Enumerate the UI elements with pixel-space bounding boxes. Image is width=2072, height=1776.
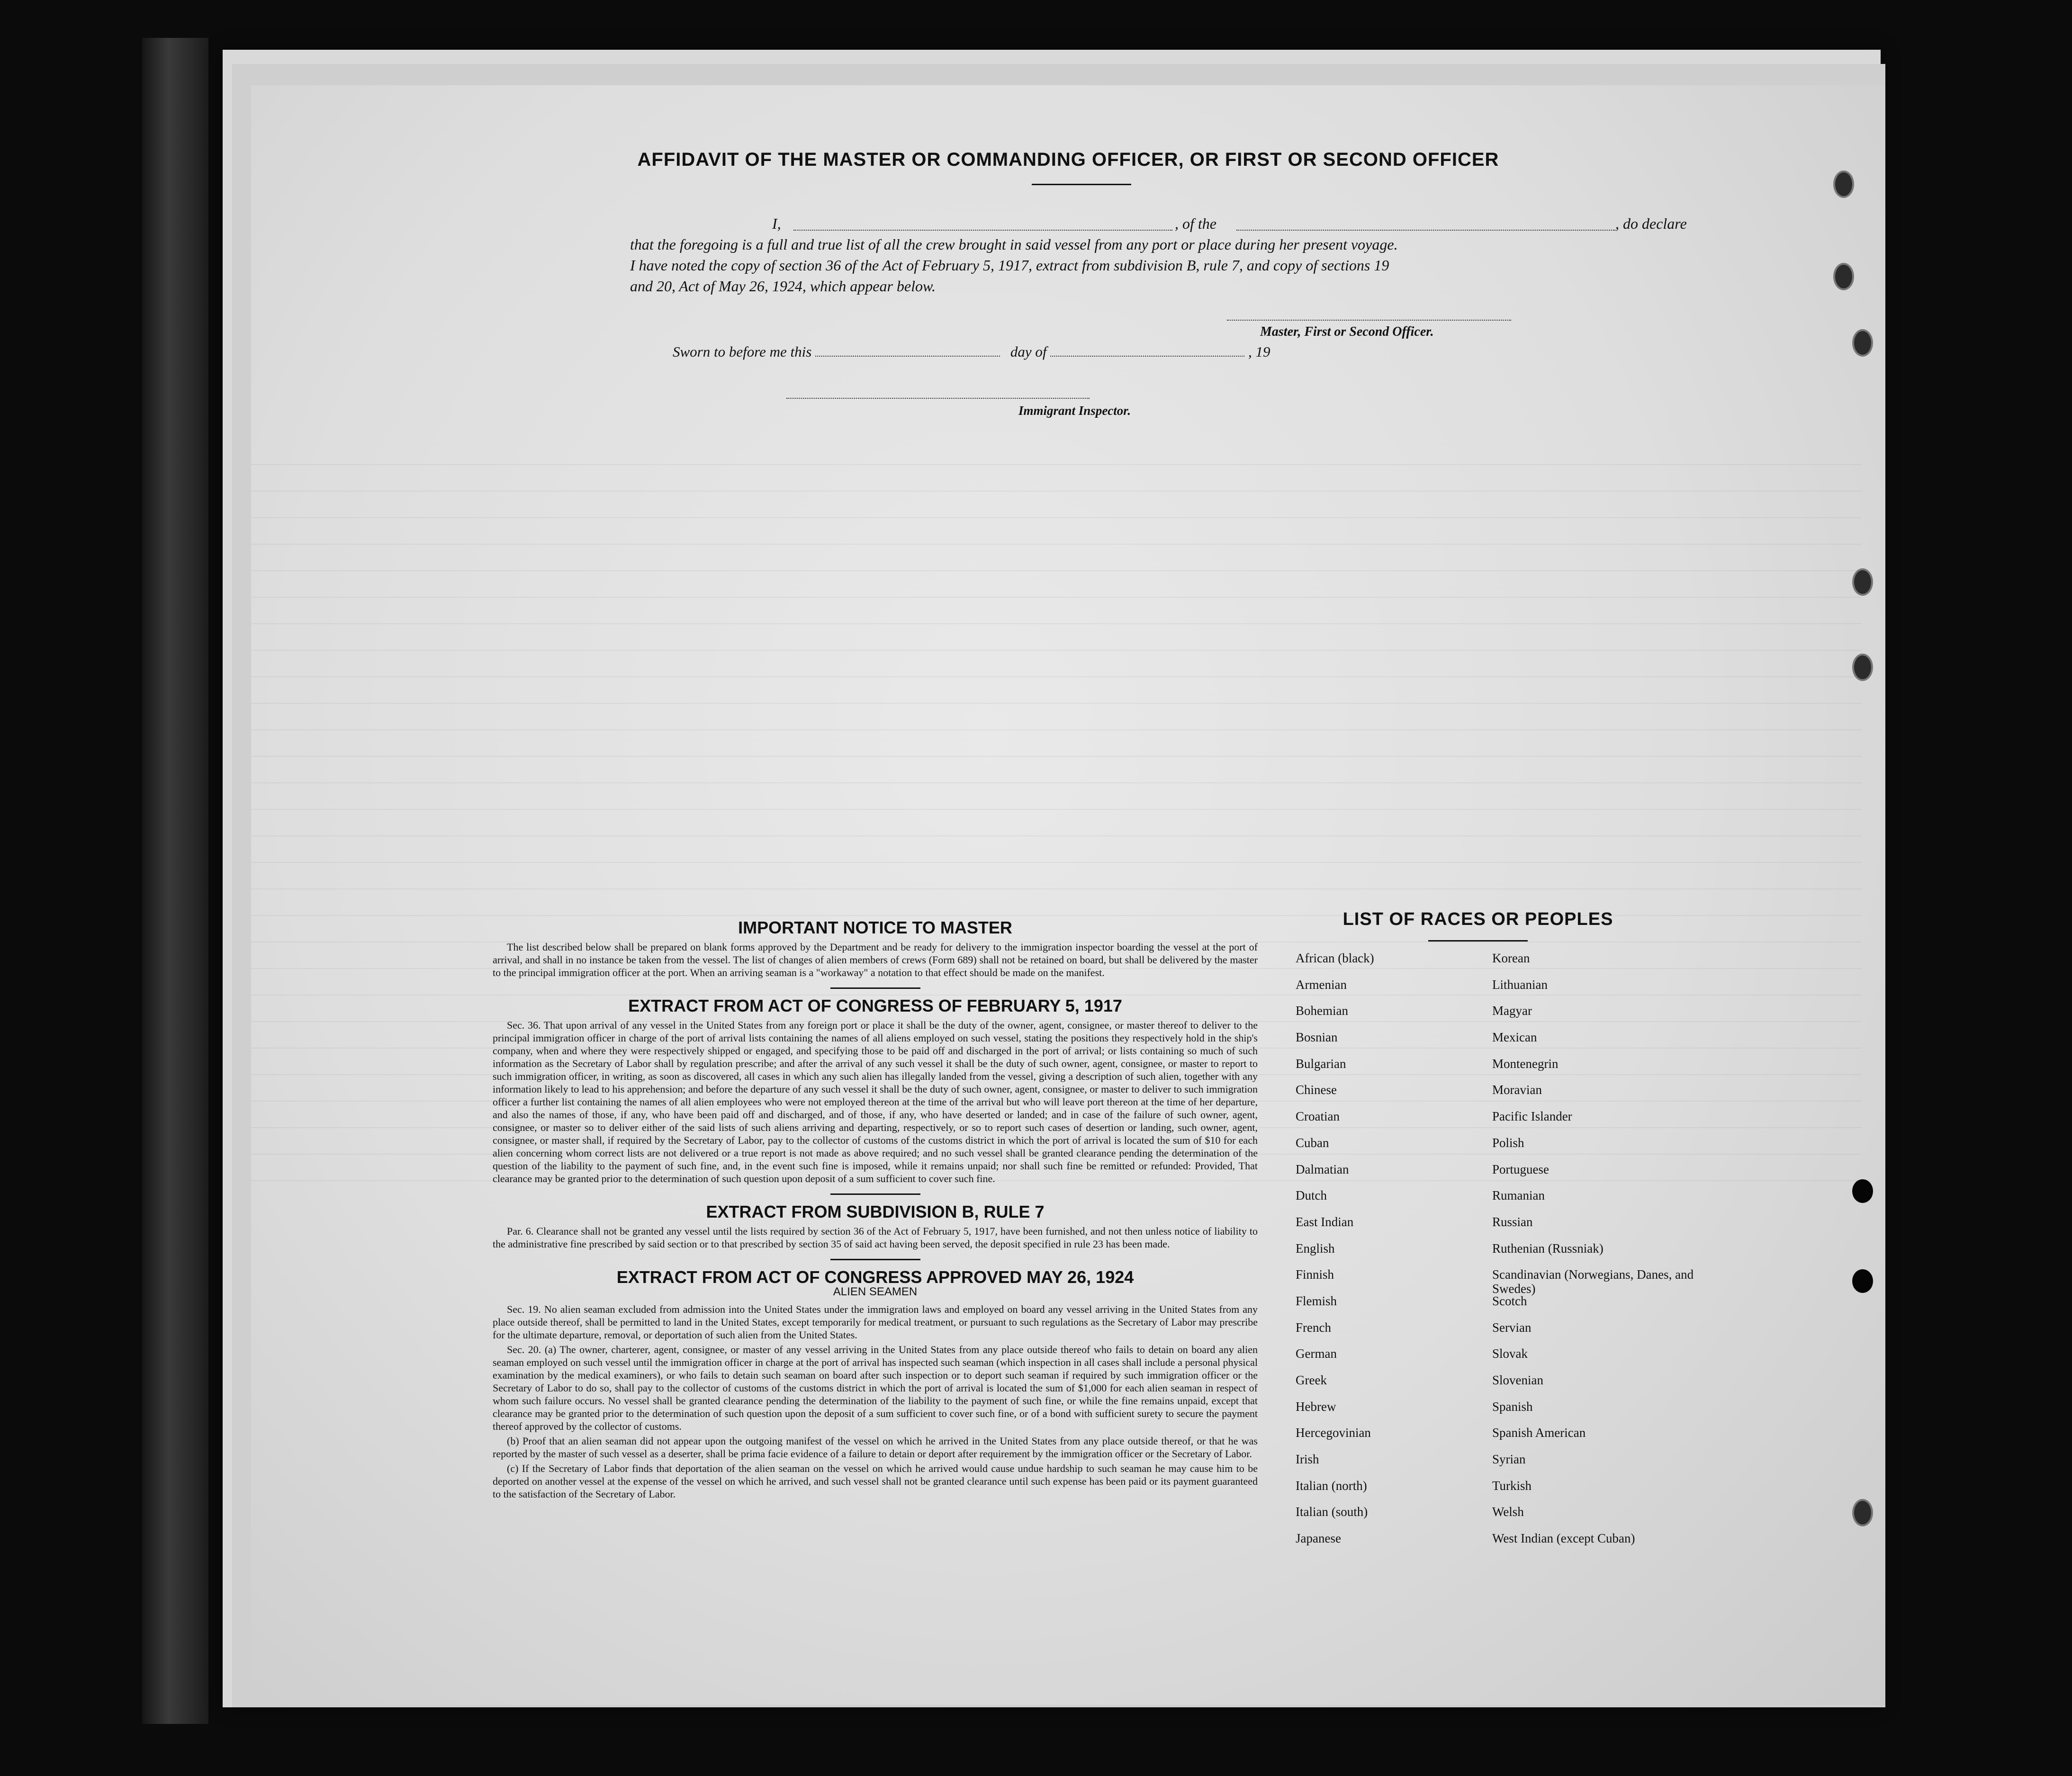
race-label: Bohemian [1296, 1004, 1348, 1018]
race-item [1492, 1505, 1710, 1531]
race-label: Moravian [1492, 1083, 1542, 1097]
punch-hole-icon [1852, 329, 1873, 357]
rule7-title: EXTRACT FROM SUBDIVISION B, RULE 7 [706, 1202, 1045, 1221]
race-label: Finnish [1296, 1267, 1334, 1282]
race-label: Scandinavian (Norwegians, Danes, and Swedes) [1492, 1267, 1694, 1296]
race-item [1492, 1452, 1710, 1479]
bleed-line [251, 623, 1862, 624]
race-label: Montenegrin [1492, 1056, 1559, 1071]
race-label: Polish [1492, 1135, 1524, 1150]
bleed-line [251, 491, 1862, 492]
race-item [1492, 1346, 1710, 1373]
race-label: Dalmatian [1296, 1162, 1349, 1176]
race-item [1492, 1241, 1710, 1268]
affidavit-declaration-line [630, 213, 1791, 234]
film-frame-edge [142, 38, 208, 1724]
race-item [1492, 1320, 1710, 1347]
inspector-caption: Immigrant Inspector. [1018, 404, 1131, 418]
race-item [1492, 1426, 1710, 1452]
bleed-line [251, 888, 1862, 889]
race-label: Slovak [1492, 1346, 1528, 1361]
race-item [1296, 1479, 1485, 1505]
race-label: Mexican [1492, 1030, 1537, 1045]
bleed-line [251, 756, 1862, 757]
race-label: Hebrew [1296, 1399, 1336, 1414]
race-label: Bosnian [1296, 1030, 1338, 1045]
punch-hole-icon [1833, 263, 1854, 290]
notice-body: The list described below shall be prepared on blank forms approved by the Department and be ready for delivery to the immigration inspector boarding the vessel at the port of arrival, and shall in no instance be taken from the vessel. The list of changes of alien members of crews (Form 689) shall not be retained on board, but shall be delivered by the master to the principal immigration officer at the port. When an arriving seaman is a "workaway" a notation to that effect should be made on the manifest. [493, 941, 1258, 978]
master-caption: Master, First or Second Officer. [1260, 324, 1434, 339]
race-item [1492, 1215, 1710, 1241]
race-label: Magyar [1492, 1004, 1532, 1018]
race-label: Syrian [1492, 1452, 1526, 1467]
races-column-right [1492, 951, 1710, 1558]
race-label: African (black) [1296, 951, 1374, 965]
race-item [1296, 1030, 1485, 1057]
section-rule [830, 1259, 920, 1260]
bleed-line [251, 835, 1862, 836]
race-item [1296, 1109, 1485, 1136]
race-label: Cuban [1296, 1135, 1329, 1150]
sworn-start: Sworn to before me this [673, 343, 812, 360]
punch-hole-icon [1833, 170, 1854, 198]
race-item [1492, 1109, 1710, 1136]
race-item [1492, 1267, 1710, 1294]
race-item [1492, 1294, 1710, 1320]
affidavit-body [630, 213, 1791, 296]
race-item [1296, 1057, 1485, 1083]
race-item [1492, 1373, 1710, 1399]
race-label: Lithuanian [1492, 977, 1548, 992]
extract-1917-body: Sec. 36. That upon arrival of any vessel in the United States from any foreign port or place it shall be the duty of the owner, agent, consignee, or master thereof to deliver to the principal immigration officer in charge of the port of arrival lists containing the names of all aliens employed on such vessel, stating the positions they respectively hold in the ship's company, when and where they were respectively shipped or engaged, and specifying those to be paid off and discharged in the port of arrival; or lists containing so much of such information as the Secretary of Labor shall by regulation prescribe; and after the arrival of any such vessel it shall be the duty of such owner, agent, consignee, or master to report to such immigration officer, in writing, as soon as discovered, all cases in which any such alien has illegally landed from the vessel, giving a description of such alien, together with any information likely to lead to his apprehension; and before the departure of any such vessel it shall be the duty of such owner, agent, consignee, or master to deliver to such immigration officer a further list containing the names of all alien employees who were not employed thereon at the time of the arrival but who will leave port thereon at the time of her departure, and also the names of those, if any, who have been paid off and discharged, and of those, if any, who have deserted or landed; and in case of the failure of such owner, agent, consignee, or master so to deliver either of the said lists of such aliens arriving and departing, respectively, or so to report such cases of desertion or landing, such owner, agent, consignee, or master shall, if required by the Secretary of Labor, pay to the collector of customs of the customs district in which the port of arrival is located the sum of $10 for each alien concerning whom correct lists are not delivered or a true report is not made as above required; and no such vessel shall be granted clearance pending the determination of the question of the liability to the payment of such fine, and, in the event such fine is imposed, while it remains unpaid; nor shall such fine be remitted or refunded: Provided, That clearance may be granted prior to the determination of such question upon deposit of a sum sufficient to cover such fine. [493, 1019, 1258, 1184]
race-label: Korean [1492, 951, 1530, 965]
sworn-line [673, 343, 1270, 360]
sworn-month-field[interactable] [1050, 355, 1244, 357]
race-item [1492, 1136, 1710, 1162]
race-label: Servian [1492, 1320, 1531, 1335]
punch-hole-icon [1852, 1269, 1873, 1293]
race-item [1492, 1531, 1710, 1558]
race-item [1296, 1531, 1485, 1558]
race-item [1296, 978, 1485, 1004]
race-label: Irish [1296, 1452, 1319, 1467]
extract-1924-sec20c: (c) If the Secretary of Labor finds that deportation of the alien seaman on the vessel on which he arrived would cause undue hardship to such seaman he may cause him to be deported on another vessel at the expense of the vessel on which he arrived, and such vessel shall not be granted clearance until such expense has been paid or its payment guaranteed to the satisfaction of the Secretary of Labor. [493, 1462, 1258, 1500]
race-label: East Indian [1296, 1214, 1354, 1229]
race-label: Italian (south) [1296, 1505, 1368, 1519]
race-item [1296, 1505, 1485, 1531]
races-rule [1428, 940, 1528, 942]
race-label: West Indian (except Cuban) [1492, 1531, 1635, 1546]
race-label: Bulgarian [1296, 1056, 1346, 1071]
rule7-body: Par. 6. Clearance shall not be granted any vessel until the lists required by section 36 of the Act of February 5, 1917, have been furnished, and not then unless notice of liability to the administrative fine prescribed by said section or to that prescribed by section 35 of said act having been served, the deposit specified in rule 23 has been made. [493, 1225, 1258, 1250]
punch-hole-icon [1852, 1179, 1873, 1203]
bleed-line [251, 862, 1862, 863]
race-item [1492, 1188, 1710, 1215]
extract-1924-sec20a: Sec. 20. (a) The owner, charterer, agent, consignee, or master of any vessel arriving in the United States from any place outside thereof who fails to detain on board any alien seaman employed on such vessel until the immigration officer in charge at the port of arrival has inspected such seaman (which inspection in all cases shall include a personal physical examination by the medical examiners), or who fails to detain such seaman on board after such inspection or to deport such seaman if required by such immigration officer or the Secretary of Labor to do so, shall pay to the collector of customs of the customs district in which the port of arrival is located the sum of $1,000 for each alien seaman in respect of whom such failure occurs. No vessel shall be granted clearance pending the determination of the liability to the payment of such fine, or while the fine remains unpaid, except that clearance may be granted prior to the determination of such question upon the deposit of a sum sufficient to cover such fine, or of a bond with sufficient surety to secure the payment thereof approved by the collector of customs. [493, 1344, 1258, 1432]
document-page [251, 85, 1885, 1705]
race-item [1296, 1136, 1485, 1162]
race-label: Turkish [1492, 1478, 1532, 1493]
race-item [1296, 1346, 1485, 1373]
race-label: Japanese [1296, 1531, 1341, 1546]
race-item [1296, 1373, 1485, 1399]
race-item [1492, 1004, 1710, 1030]
race-label: Croatian [1296, 1109, 1340, 1124]
extract-1924-sec20b: (b) Proof that an alien seaman did not appear upon the outgoing manifest of the vessel on which he arrived in the United States from any place outside thereof, or that he was reported by the master of such vessel as a deserter, shall be prima facie evidence of a failure to detain or deport after requirement by the immigration officer or the Secretary of Labor. [493, 1435, 1258, 1460]
affidavit-i: I, [772, 215, 781, 232]
race-item [1296, 1004, 1485, 1030]
races-title: LIST OF RACES OR PEOPLES [1342, 909, 1613, 929]
race-item [1492, 1399, 1710, 1426]
inspector-signature-line[interactable] [786, 398, 1090, 399]
bleed-line [251, 729, 1862, 730]
extract-1924-title: EXTRACT FROM ACT OF CONGRESS APPROVED MAY 26, 1924 [616, 1267, 1134, 1287]
race-label: Armenian [1296, 977, 1347, 992]
race-label: Spanish [1492, 1399, 1533, 1414]
race-label: Hercegovinian [1296, 1426, 1371, 1440]
race-label: English [1296, 1241, 1335, 1256]
race-label: French [1296, 1320, 1331, 1335]
race-label: Ruthenian (Russniak) [1492, 1241, 1604, 1256]
race-label: Spanish American [1492, 1426, 1586, 1440]
bleed-line [251, 782, 1862, 783]
race-item [1296, 1294, 1485, 1320]
bleed-line [251, 544, 1862, 545]
race-label: Scotch [1492, 1293, 1527, 1308]
race-item [1296, 1399, 1485, 1426]
race-item [1296, 1215, 1485, 1241]
race-item [1492, 1030, 1710, 1057]
bleed-line [251, 676, 1862, 677]
race-label: Russian [1492, 1214, 1533, 1229]
races-column-left [1296, 951, 1485, 1558]
section-rule [830, 1193, 920, 1195]
race-item [1296, 1452, 1485, 1479]
bleed-line [251, 464, 1862, 465]
race-label: Flemish [1296, 1293, 1337, 1308]
bleed-line [251, 809, 1862, 810]
name-field[interactable] [793, 229, 1172, 231]
race-item [1296, 1162, 1485, 1189]
affidavit-of-the: , of the [1175, 215, 1216, 232]
race-item [1492, 978, 1710, 1004]
race-label: German [1296, 1346, 1337, 1361]
race-item [1296, 1426, 1485, 1452]
race-item [1296, 1267, 1485, 1294]
affidavit-line-2: that the foregoing is a full and true list of all the crew brought in said vessel from any port or place during her present voyage. [630, 236, 1398, 253]
bleed-line [251, 517, 1862, 518]
sworn-day-of: day of [1010, 343, 1047, 360]
race-item [1296, 951, 1485, 978]
race-item [1492, 1162, 1710, 1189]
bleed-line [251, 570, 1862, 571]
race-item [1492, 1083, 1710, 1109]
extract-1917-title: EXTRACT FROM ACT OF CONGRESS OF FEBRUARY 5, 1917 [628, 996, 1122, 1015]
affidavit-line-3: I have noted the copy of section 36 of the Act of February 5, 1917, extract from subdivision B, rule 7, and copy of sections 19 [630, 257, 1389, 274]
races-list [1241, 909, 1715, 1595]
race-label: Welsh [1492, 1505, 1524, 1519]
race-item [1296, 1188, 1485, 1215]
bleed-line [251, 597, 1862, 598]
race-label: Dutch [1296, 1188, 1327, 1203]
legal-notices [493, 918, 1258, 1502]
affidavit-title-rule [1032, 184, 1131, 185]
affidavit-title: AFFIDAVIT OF THE MASTER OR COMMANDING OFFICER, OR FIRST OR SECOND OFFICER [637, 149, 1499, 170]
affidavit-do-declare: , do declare [1615, 215, 1687, 232]
race-label: Portuguese [1492, 1162, 1549, 1176]
race-item [1492, 1479, 1710, 1505]
punch-hole-icon [1852, 568, 1873, 596]
race-label: Rumanian [1492, 1188, 1545, 1203]
race-item [1296, 1083, 1485, 1109]
section-rule [830, 987, 920, 989]
bleed-line [251, 650, 1862, 651]
race-item [1296, 1320, 1485, 1347]
sworn-year: , 19 [1248, 343, 1270, 360]
punch-hole-icon [1852, 1499, 1873, 1526]
master-signature-line[interactable] [1227, 320, 1511, 321]
notice-title: IMPORTANT NOTICE TO MASTER [738, 918, 1012, 937]
affidavit-line-4: and 20, Act of May 26, 1924, which appear below. [630, 278, 936, 295]
vessel-field[interactable] [1236, 229, 1615, 231]
sworn-day-field[interactable] [815, 355, 1000, 357]
race-item [1492, 1057, 1710, 1083]
extract-1924-sec19: Sec. 19. No alien seaman excluded from admission into the United States under the immigration laws and employed on board any vessel arriving in the United States from any place outside thereof, shall be permitted to land in the United States, except temporarily for medical treatment, or pursuant to such regulations as the Secretary of Labor may prescribe for the ultimate departure, removal, or deportation of such alien from the United States. [493, 1303, 1258, 1341]
extract-1924-subtitle: ALIEN SEAMEN [833, 1285, 918, 1298]
race-label: Greek [1296, 1373, 1327, 1387]
bleed-line [251, 703, 1862, 704]
race-item [1296, 1241, 1485, 1268]
race-item [1492, 951, 1710, 978]
race-label: Chinese [1296, 1083, 1337, 1097]
punch-hole-icon [1852, 654, 1873, 681]
race-label: Italian (north) [1296, 1478, 1367, 1493]
races-columns [1241, 951, 1715, 1595]
race-label: Slovenian [1492, 1373, 1543, 1387]
race-label: Pacific Islander [1492, 1109, 1572, 1124]
